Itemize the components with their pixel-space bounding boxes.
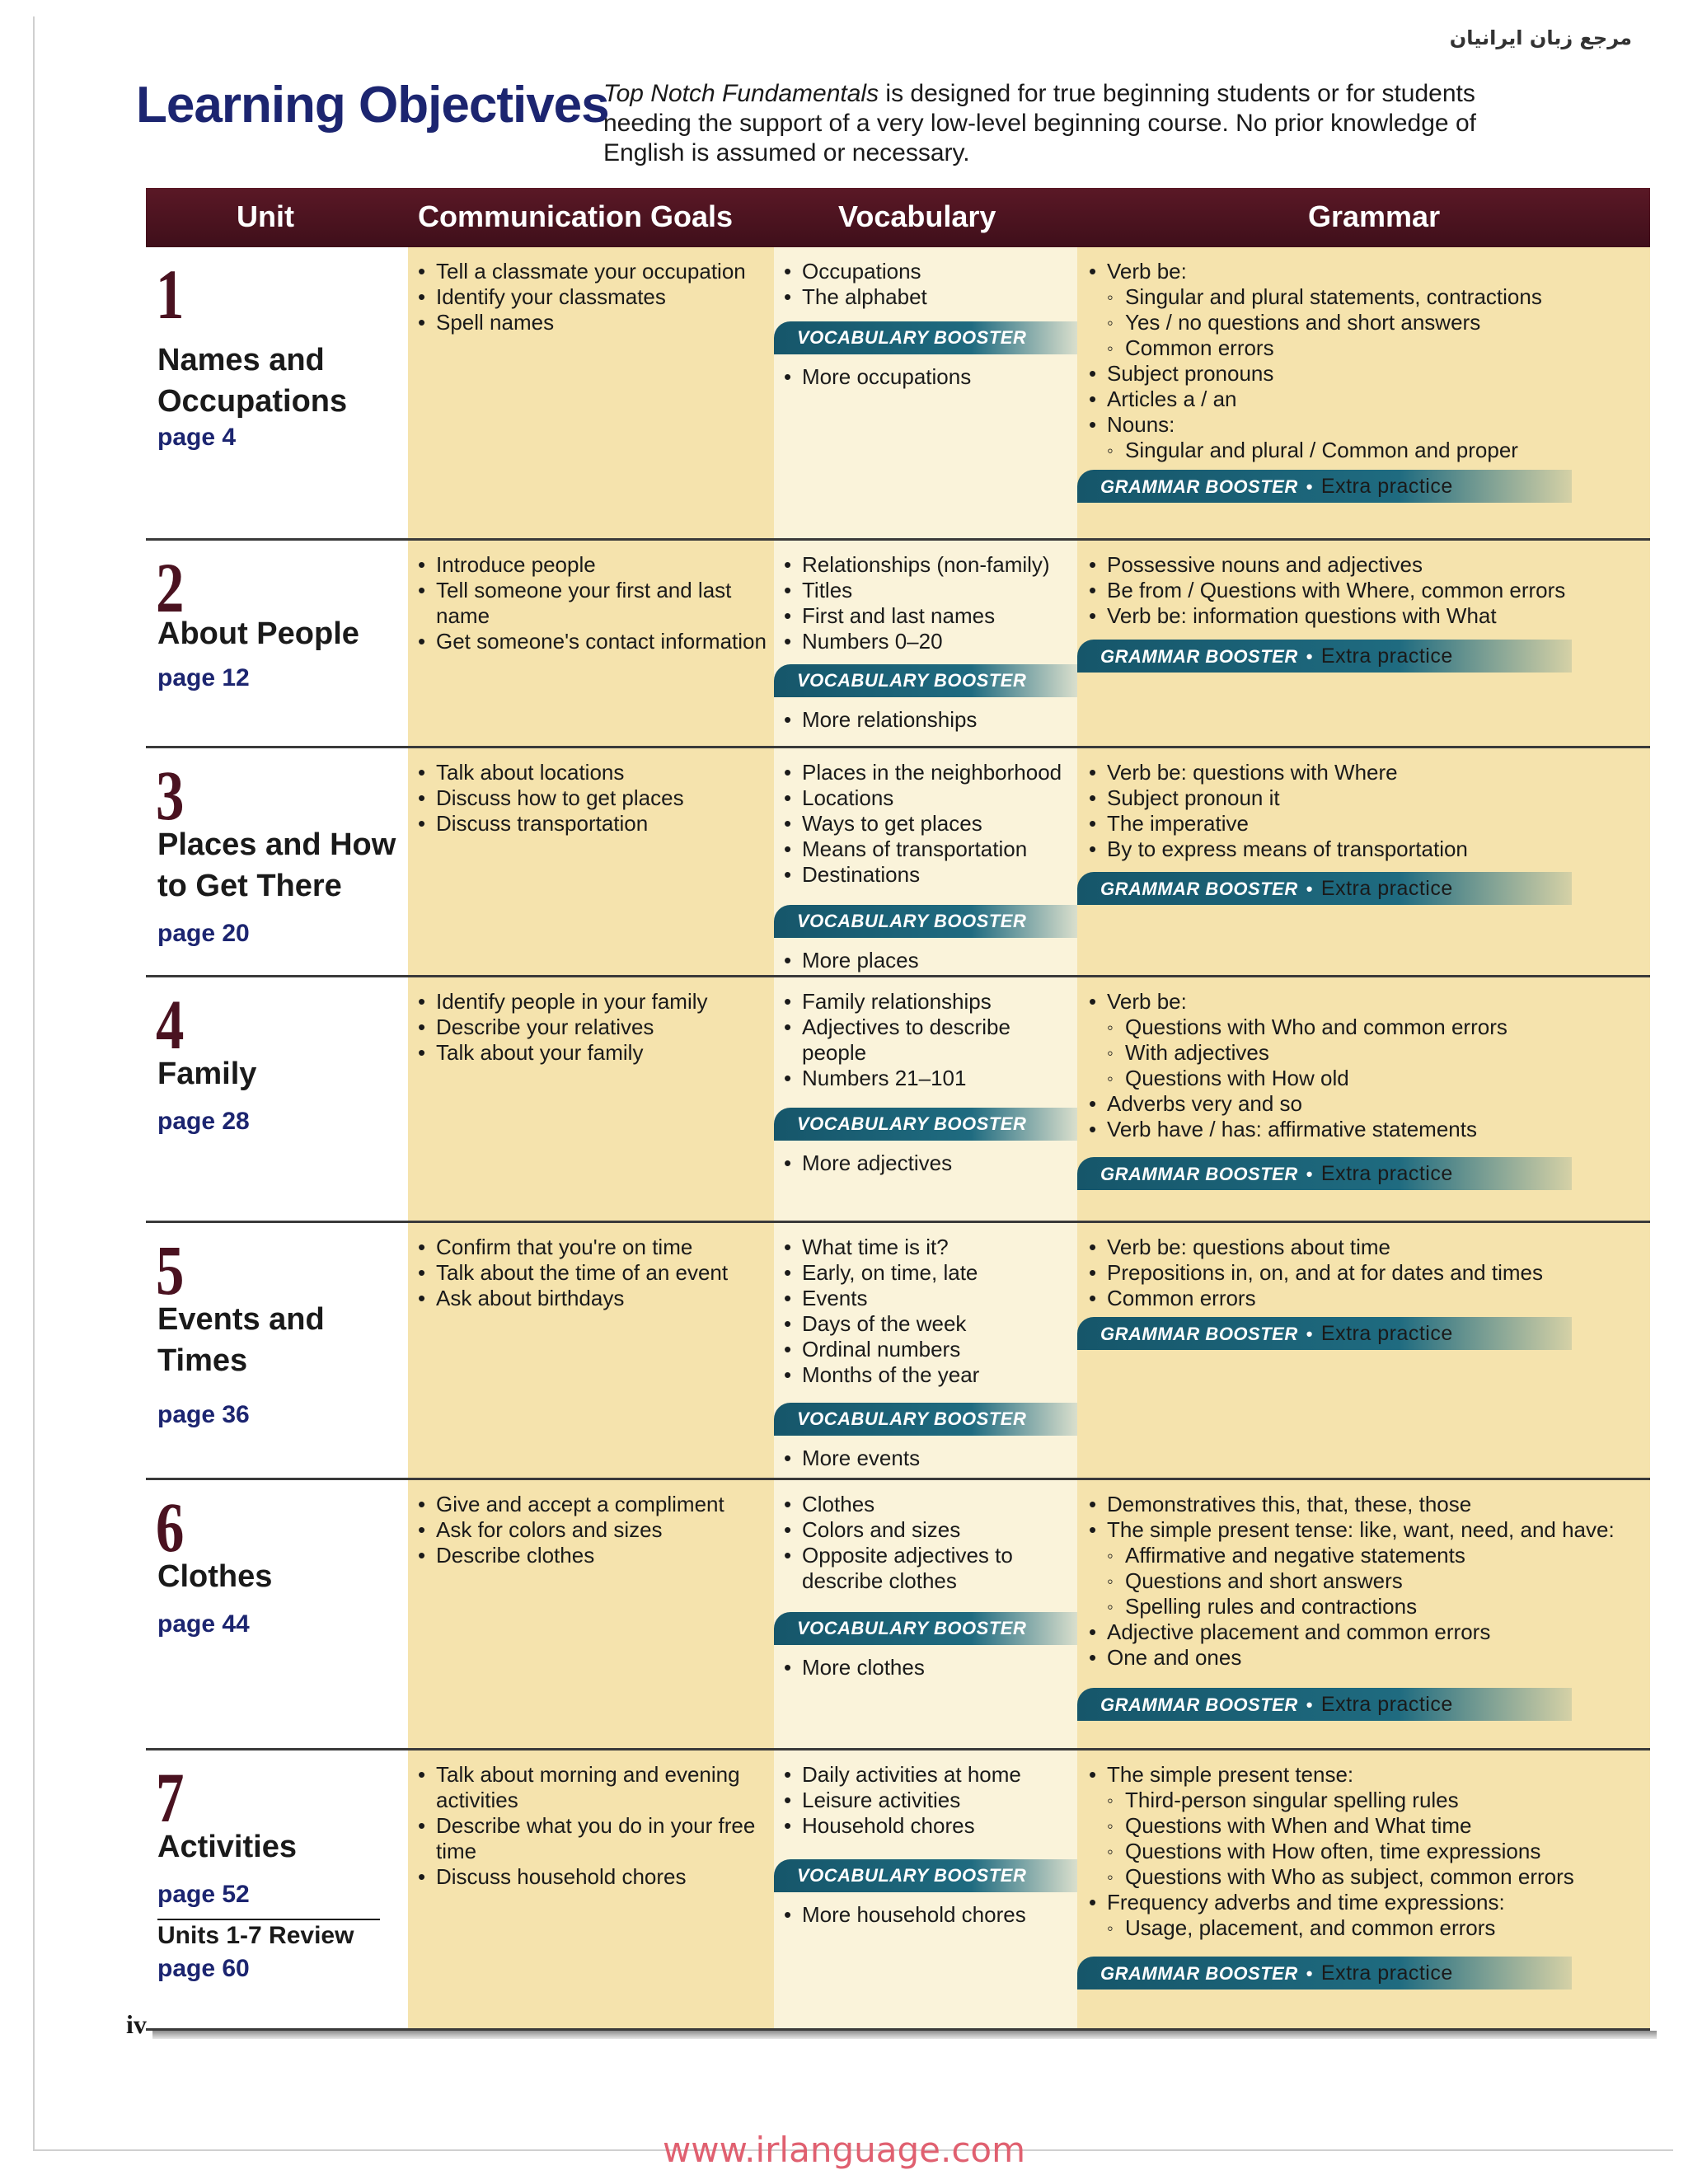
comm-goal-item: • Tell a classmate your occupation — [416, 259, 767, 284]
vocab-booster-item: • More events — [782, 1446, 1075, 1471]
vocab-item: • Means of transportation — [782, 837, 1075, 862]
comm-goal-item: • Talk about your family — [416, 1040, 767, 1066]
vocab-booster-list — [782, 1655, 1075, 1680]
vocab-booster-item: • More clothes — [782, 1655, 1075, 1680]
comm-goal-item: • Spell names — [416, 310, 767, 335]
grammar-booster-banner[interactable] — [1077, 1957, 1572, 1990]
unit-name: Names and Occupations — [157, 343, 348, 419]
grammar-subitem: ◦ Questions with Who and common errors — [1087, 1015, 1648, 1040]
comm-goal-item: • Ask for colors and sizes — [416, 1517, 767, 1543]
vocab-item: • First and last names — [782, 603, 1075, 629]
vocab-item: • Places in the neighborhood — [782, 760, 1075, 785]
page-title: Learning Objectives — [136, 77, 609, 134]
grammar-list — [1087, 552, 1648, 629]
unit-number: 6 — [156, 1488, 185, 1567]
vocabulary-list — [782, 989, 1075, 1091]
grammar-list — [1087, 1235, 1648, 1311]
vocab-item: • Events — [782, 1286, 1075, 1311]
grammar-item: • Subject pronoun it — [1087, 785, 1648, 811]
grammar-item: • Adjective placement and common errors — [1087, 1619, 1648, 1645]
vocabulary-booster-banner[interactable]: VOCABULARY BOOSTER — [774, 664, 1077, 697]
vocabulary-booster-banner[interactable]: VOCABULARY BOOSTER — [774, 1108, 1077, 1141]
unit-page-link[interactable]: page 20 — [157, 920, 250, 947]
vocabulary-booster-banner[interactable]: VOCABULARY BOOSTER — [774, 1403, 1077, 1436]
comm-goal-item: • Discuss how to get places — [416, 785, 767, 811]
grammar-item: • Frequency adverbs and time expressions: — [1087, 1890, 1648, 1915]
vocabulary-list — [782, 1492, 1075, 1594]
unit-row — [146, 1223, 1650, 1480]
grammar-item: • Articles a / an — [1087, 387, 1648, 412]
unit-row — [146, 1750, 1650, 2031]
unit-page-link[interactable]: page 52 — [157, 1881, 250, 1908]
grammar-list — [1087, 760, 1648, 862]
comm-goal-item: • Ask about birthdays — [416, 1286, 767, 1311]
grammar-booster-banner[interactable] — [1077, 872, 1572, 905]
grammar-subitem: ◦ Singular and plural / Common and proper — [1087, 438, 1648, 463]
separator-dot: • — [1306, 1694, 1313, 1715]
separator-dot: • — [1306, 1164, 1313, 1184]
header-comm: Communication Goals — [418, 199, 734, 233]
grammar-item: • Common errors — [1087, 1286, 1648, 1311]
page-number: iv — [126, 2009, 147, 2039]
unit-number: 4 — [156, 985, 185, 1064]
vocab-booster-list — [782, 948, 1075, 973]
grammar-item: • Verb be: questions about time — [1087, 1235, 1648, 1260]
communication-goals — [416, 259, 767, 335]
grammar-subitem: ◦ Affirmative and negative statements — [1087, 1543, 1648, 1568]
comm-goal-item: • Get someone's contact information — [416, 629, 767, 654]
grammar-booster-banner[interactable] — [1077, 1317, 1572, 1350]
unit-row — [146, 977, 1650, 1223]
grammar-booster-label: GRAMMAR BOOSTER — [1100, 476, 1298, 497]
unit-row — [146, 541, 1650, 748]
comm-goal-item: • Describe clothes — [416, 1543, 767, 1568]
unit-number: 7 — [156, 1758, 185, 1837]
vocab-item: • Occupations — [782, 259, 1075, 284]
vocabulary-booster-banner[interactable]: VOCABULARY BOOSTER — [774, 1612, 1077, 1645]
grammar-list — [1087, 1492, 1648, 1671]
vocab-booster-list — [782, 707, 1075, 733]
grammar-subitem: ◦ Spelling rules and contractions — [1087, 1594, 1648, 1619]
grammar-booster-label: GRAMMAR BOOSTER — [1100, 879, 1298, 899]
grammar-subitem: ◦ Usage, placement, and common errors — [1087, 1915, 1648, 1941]
vocab-item: • Colors and sizes — [782, 1517, 1075, 1543]
vocab-booster-item: • More relationships — [782, 707, 1075, 733]
extra-practice-label: Extra practice — [1320, 1162, 1453, 1185]
grammar-item: • The imperative — [1087, 811, 1648, 837]
communication-goals — [416, 989, 767, 1066]
unit-page-link[interactable]: page 4 — [157, 424, 237, 451]
vocab-item: • Leisure activities — [782, 1788, 1075, 1813]
unit-page-link[interactable]: page 36 — [157, 1401, 250, 1428]
unit-page-link[interactable]: page 12 — [157, 664, 250, 691]
extra-practice-label: Extra practice — [1320, 644, 1453, 668]
grammar-item: • Verb be: questions with Where — [1087, 760, 1648, 785]
vocab-item: • Destinations — [782, 862, 1075, 888]
grammar-booster-label: GRAMMAR BOOSTER — [1100, 1164, 1298, 1184]
grammar-booster-label: GRAMMAR BOOSTER — [1100, 646, 1298, 667]
grammar-booster-banner[interactable] — [1077, 640, 1572, 673]
unit-number: 5 — [156, 1230, 185, 1310]
separator-dot: • — [1306, 879, 1313, 899]
vocab-item: • Family relationships — [782, 989, 1075, 1015]
vocab-booster-list — [782, 364, 1075, 390]
comm-goal-item: • Discuss household chores — [416, 1864, 767, 1890]
vocabulary-list — [782, 552, 1075, 654]
extra-practice-label: Extra practice — [1320, 1961, 1453, 1985]
vocab-booster-item: • More adjectives — [782, 1151, 1075, 1176]
vocabulary-booster-banner[interactable]: VOCABULARY BOOSTER — [774, 1859, 1077, 1892]
vocab-item: • Locations — [782, 785, 1075, 811]
grammar-subitem: ◦ Third-person singular spelling rules — [1087, 1788, 1648, 1813]
review-divider — [157, 1919, 380, 1920]
vocab-item: • What time is it? — [782, 1235, 1075, 1260]
grammar-booster-label: GRAMMAR BOOSTER — [1100, 1324, 1298, 1344]
unit-name: Family — [157, 1057, 257, 1091]
unit-name: Events and Times — [157, 1302, 325, 1378]
grammar-item: • One and ones — [1087, 1645, 1648, 1671]
vocabulary-booster-banner[interactable]: VOCABULARY BOOSTER — [774, 905, 1077, 938]
table-shadow — [152, 2031, 1657, 2039]
unit-row — [146, 247, 1650, 541]
unit-name: Activities — [157, 1830, 297, 1864]
comm-goal-item: • Tell someone your first and last name — [416, 578, 767, 629]
comm-goal-item: • Talk about morning and evening activities — [416, 1762, 767, 1813]
extra-practice-label: Extra practice — [1320, 1693, 1453, 1716]
grammar-booster-banner[interactable] — [1077, 470, 1572, 503]
grammar-booster-banner[interactable] — [1077, 1688, 1572, 1721]
grammar-subitem: ◦ Questions with How old — [1087, 1066, 1648, 1091]
separator-dot: • — [1306, 1324, 1313, 1344]
vocab-booster-list — [782, 1446, 1075, 1471]
top-watermark: مرجع زبان ایرانیان — [1449, 26, 1632, 49]
vocabulary-booster-banner[interactable]: VOCABULARY BOOSTER — [774, 321, 1077, 354]
vocab-booster-item: • More places — [782, 948, 1075, 973]
grammar-list — [1087, 259, 1648, 463]
grammar-list — [1087, 989, 1648, 1142]
footer-url[interactable]: www.irlanguage.com — [662, 2130, 1026, 2170]
intro-text: is designed for true beginning students or for students needing the support of a very low-level beginning course. No prior knowledge of English is assumed or necessary. — [603, 80, 1476, 166]
separator-dot: • — [1306, 646, 1313, 667]
grammar-booster-label: GRAMMAR BOOSTER — [1100, 1963, 1298, 1984]
vocabulary-list — [782, 760, 1075, 888]
review-title: Units 1-7 Review — [157, 1922, 354, 1949]
grammar-list — [1087, 1762, 1648, 1941]
unit-number: 1 — [156, 255, 185, 334]
communication-goals — [416, 1762, 767, 1890]
unit-number: 2 — [156, 548, 185, 627]
unit-name: Clothes — [157, 1559, 273, 1594]
grammar-item: • Demonstratives this, that, these, those — [1087, 1492, 1648, 1517]
vocab-item: • Early, on time, late — [782, 1260, 1075, 1286]
vocab-item: • Titles — [782, 578, 1075, 603]
comm-goal-item: • Introduce people — [416, 552, 767, 578]
grammar-item: • By to express means of transportation — [1087, 837, 1648, 862]
grammar-item: • Be from / Questions with Where, common errors — [1087, 578, 1648, 603]
communication-goals — [416, 1235, 767, 1311]
vocabulary-list — [782, 259, 1075, 310]
grammar-subitem: ◦ Questions with When and What time — [1087, 1813, 1648, 1839]
extra-practice-label: Extra practice — [1320, 475, 1453, 498]
intro-paragraph — [603, 79, 1510, 168]
comm-goal-item: • Describe what you do in your free time — [416, 1813, 767, 1864]
vocabulary-list — [782, 1235, 1075, 1388]
review-page-link[interactable]: page 60 — [157, 1955, 250, 1982]
vocab-booster-list — [782, 1151, 1075, 1176]
comm-goal-item: • Identify people in your family — [416, 989, 767, 1015]
comm-goal-item: • Discuss transportation — [416, 811, 767, 837]
vocab-item: • Household chores — [782, 1813, 1075, 1839]
vocab-item: • Days of the week — [782, 1311, 1075, 1337]
objectives-table — [146, 188, 1650, 2031]
grammar-item: • Prepositions in, on, and at for dates and times — [1087, 1260, 1648, 1286]
comm-goal-item: • Describe your relatives — [416, 1015, 767, 1040]
grammar-subitem: ◦ Questions and short answers — [1087, 1568, 1648, 1594]
extra-practice-label: Extra practice — [1320, 877, 1453, 900]
grammar-item: • Verb have / has: affirmative statements — [1087, 1117, 1648, 1142]
vocab-item: • Ordinal numbers — [782, 1337, 1075, 1362]
table-header — [146, 188, 1650, 247]
header-vocab: Vocabulary — [838, 199, 996, 233]
communication-goals — [416, 1492, 767, 1568]
vocab-booster-item: • More household chores — [782, 1902, 1075, 1928]
vocabulary-list — [782, 1762, 1075, 1839]
separator-dot: • — [1306, 1963, 1313, 1984]
header-unit: Unit — [237, 199, 294, 233]
vocab-booster-list — [782, 1902, 1075, 1928]
unit-row — [146, 1480, 1650, 1750]
vocab-item: • Daily activities at home — [782, 1762, 1075, 1788]
comm-goal-item: • Give and accept a compliment — [416, 1492, 767, 1517]
vocab-item: • Ways to get places — [782, 811, 1075, 837]
grammar-subitem: ◦ Yes / no questions and short answers — [1087, 310, 1648, 335]
communication-goals — [416, 760, 767, 837]
comm-goal-item: • Confirm that you're on time — [416, 1235, 767, 1260]
grammar-subitem: ◦ Common errors — [1087, 335, 1648, 361]
grammar-item: • Subject pronouns — [1087, 361, 1648, 387]
grammar-item: • Possessive nouns and adjectives — [1087, 552, 1648, 578]
comm-goal-item: • Talk about the time of an event — [416, 1260, 767, 1286]
grammar-subitem: ◦ Singular and plural statements, contractions — [1087, 284, 1648, 310]
grammar-item: • Verb be: information questions with What — [1087, 603, 1648, 629]
unit-page-link[interactable]: page 44 — [157, 1610, 250, 1638]
unit-name: About People — [157, 616, 359, 651]
comm-goal-item: • Identify your classmates — [416, 284, 767, 310]
grammar-subitem: ◦ Questions with How often, time expressions — [1087, 1839, 1648, 1864]
vocab-item: • Clothes — [782, 1492, 1075, 1517]
header-grammar: Grammar — [1308, 199, 1441, 233]
grammar-subitem: ◦ With adjectives — [1087, 1040, 1648, 1066]
grammar-item: • Adverbs very and so — [1087, 1091, 1648, 1117]
book-title: Top Notch Fundamentals — [603, 80, 879, 107]
unit-name: Places and How to Get There — [157, 827, 396, 903]
comm-goal-item: • Talk about locations — [416, 760, 767, 785]
grammar-booster-banner[interactable] — [1077, 1157, 1572, 1190]
grammar-subitem: ◦ Questions with Who as subject, common errors — [1087, 1864, 1648, 1890]
vocab-item: • Relationships (non-family) — [782, 552, 1075, 578]
vocab-item: • Months of the year — [782, 1362, 1075, 1388]
vocab-item: • Numbers 21–101 — [782, 1066, 1075, 1091]
vocab-item: • Adjectives to describe people — [782, 1015, 1075, 1066]
unit-row — [146, 748, 1650, 977]
grammar-item: • The simple present tense: — [1087, 1762, 1648, 1788]
grammar-item: • Nouns: — [1087, 412, 1648, 438]
grammar-item: • Verb be: — [1087, 989, 1648, 1015]
vocab-item: • The alphabet — [782, 284, 1075, 310]
vocab-item: • Opposite adjectives to describe clothes — [782, 1543, 1075, 1594]
vocab-booster-item: • More occupations — [782, 364, 1075, 390]
separator-dot: • — [1306, 476, 1313, 497]
grammar-item: • The simple present tense: like, want, need, and have: — [1087, 1517, 1648, 1543]
grammar-booster-label: GRAMMAR BOOSTER — [1100, 1694, 1298, 1715]
communication-goals — [416, 552, 767, 654]
vocab-item: • Numbers 0–20 — [782, 629, 1075, 654]
unit-page-link[interactable]: page 28 — [157, 1108, 250, 1135]
extra-practice-label: Extra practice — [1320, 1322, 1453, 1345]
unit-number: 3 — [156, 756, 185, 835]
grammar-item: • Verb be: — [1087, 259, 1648, 284]
